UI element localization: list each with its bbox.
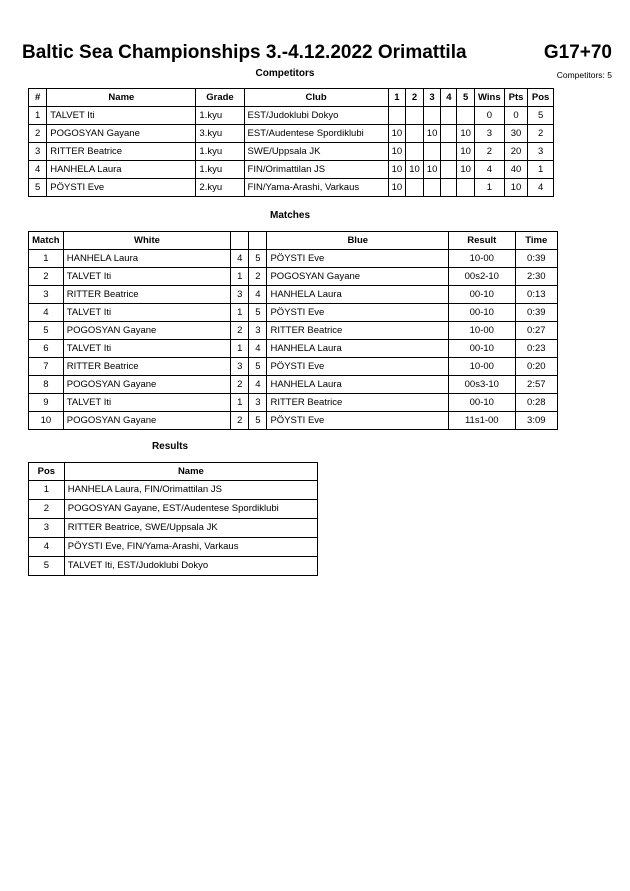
match-blue-name: HANHELA Laura — [267, 286, 449, 304]
match-white-number: 1 — [231, 340, 249, 358]
result-name: HANHELA Laura, FIN/Orimattilan JS — [64, 481, 317, 500]
result-position: 1 — [29, 481, 65, 500]
competitor-round-2 — [406, 125, 424, 143]
table-row — [29, 481, 318, 500]
table-row — [29, 286, 558, 304]
competitor-pts: 10 — [504, 179, 528, 197]
competitors-count: Competitors: 5 — [556, 70, 612, 80]
column-header-round-4: 4 — [441, 89, 457, 107]
competitor-round-3: 10 — [423, 161, 441, 179]
match-number: 2 — [29, 268, 64, 286]
competitor-name: TALVET Iti — [47, 107, 196, 125]
table-row — [29, 268, 558, 286]
column-header-round-3: 3 — [423, 89, 441, 107]
match-blue-name: RITTER Beatrice — [267, 394, 449, 412]
competitor-number: 1 — [29, 107, 47, 125]
table-header-row — [29, 89, 554, 107]
match-result: 00-10 — [449, 340, 516, 358]
competitor-club: FIN/Yama-Arashi, Varkaus — [244, 179, 388, 197]
result-position: 3 — [29, 519, 65, 538]
competitor-grade: 3.kyu — [196, 125, 244, 143]
competitor-round-2 — [406, 107, 424, 125]
column-header-blue: Blue — [267, 232, 449, 250]
match-time: 0:39 — [515, 304, 557, 322]
column-header-pos: Pos — [29, 463, 65, 481]
match-white-name: RITTER Beatrice — [63, 286, 230, 304]
competitor-number: 2 — [29, 125, 47, 143]
match-number: 9 — [29, 394, 64, 412]
competitor-name: RITTER Beatrice — [47, 143, 196, 161]
competitor-name: POGOSYAN Gayane — [47, 125, 196, 143]
match-blue-number: 5 — [249, 358, 267, 376]
table-row — [29, 304, 558, 322]
competitor-round-1: 10 — [388, 143, 406, 161]
match-white-number: 4 — [231, 250, 249, 268]
competitor-round-3 — [423, 107, 441, 125]
competitor-round-5 — [457, 107, 475, 125]
match-blue-number: 2 — [249, 268, 267, 286]
match-blue-name: PÖYSTI Eve — [267, 358, 449, 376]
match-number: 5 — [29, 322, 64, 340]
match-result: 10-00 — [449, 250, 516, 268]
competitor-round-4 — [441, 143, 457, 161]
match-white-name: TALVET Iti — [63, 268, 230, 286]
competitor-round-5: 10 — [457, 161, 475, 179]
competitor-number: 3 — [29, 143, 47, 161]
match-blue-number: 5 — [249, 304, 267, 322]
match-result: 00-10 — [449, 304, 516, 322]
match-blue-number: 4 — [249, 286, 267, 304]
page-title-text: Baltic Sea Championships 3.-4.12.2022 Orimattila — [22, 42, 467, 63]
table-header-row — [29, 232, 558, 250]
competitor-round-5: 10 — [457, 143, 475, 161]
competitor-round-2: 10 — [406, 161, 424, 179]
match-white-number: 1 — [231, 304, 249, 322]
match-white-number: 2 — [231, 322, 249, 340]
column-header-club: Club — [244, 89, 388, 107]
result-name: PÖYSTI Eve, FIN/Yama-Arashi, Varkaus — [64, 538, 317, 557]
column-header-white-number — [231, 232, 249, 250]
column-header-blue-number — [249, 232, 267, 250]
competitor-round-5: 10 — [457, 125, 475, 143]
competitor-round-1: 10 — [388, 125, 406, 143]
competitor-round-1: 10 — [388, 161, 406, 179]
match-result: 00-10 — [449, 394, 516, 412]
table-row — [29, 250, 558, 268]
table-row — [29, 125, 554, 143]
match-time: 3:09 — [515, 412, 557, 430]
column-header-round-5: 5 — [457, 89, 475, 107]
match-blue-name: POGOSYAN Gayane — [267, 268, 449, 286]
match-number: 6 — [29, 340, 64, 358]
competitor-wins: 2 — [474, 143, 504, 161]
competitor-round-4 — [441, 161, 457, 179]
competitor-wins: 4 — [474, 161, 504, 179]
column-header-white: White — [63, 232, 230, 250]
match-blue-number: 4 — [249, 376, 267, 394]
match-result: 00s3-10 — [449, 376, 516, 394]
table-row — [29, 358, 558, 376]
competitors-table — [28, 88, 554, 197]
result-name: TALVET Iti, EST/Judoklubi Dokyo — [64, 557, 317, 576]
match-blue-number: 5 — [249, 250, 267, 268]
competitor-pos: 4 — [528, 179, 554, 197]
match-white-number: 2 — [231, 412, 249, 430]
column-header-round-2: 2 — [406, 89, 424, 107]
match-white-name: POGOSYAN Gayane — [63, 322, 230, 340]
table-row — [29, 500, 318, 519]
match-blue-name: HANHELA Laura — [267, 340, 449, 358]
competitor-wins: 1 — [474, 179, 504, 197]
match-number: 10 — [29, 412, 64, 430]
match-number: 4 — [29, 304, 64, 322]
match-white-number: 3 — [231, 286, 249, 304]
match-white-name: RITTER Beatrice — [63, 358, 230, 376]
match-time: 0:23 — [515, 340, 557, 358]
table-header-row — [29, 463, 318, 481]
results-table — [28, 462, 318, 576]
competitor-round-1 — [388, 107, 406, 125]
column-header-pts: Pts — [504, 89, 528, 107]
column-header-match: Match — [29, 232, 64, 250]
competitor-pts: 20 — [504, 143, 528, 161]
competitor-grade: 1.kyu — [196, 143, 244, 161]
competitor-round-4 — [441, 107, 457, 125]
result-name: RITTER Beatrice, SWE/Uppsala JK — [64, 519, 317, 538]
competitor-round-1: 10 — [388, 179, 406, 197]
competitor-number: 4 — [29, 161, 47, 179]
match-blue-name: PÖYSTI Eve — [267, 250, 449, 268]
match-white-name: TALVET Iti — [63, 304, 230, 322]
competitor-round-5 — [457, 179, 475, 197]
column-header-number: # — [29, 89, 47, 107]
match-white-name: TALVET Iti — [63, 340, 230, 358]
match-time: 0:20 — [515, 358, 557, 376]
competitor-number: 5 — [29, 179, 47, 197]
match-white-name: POGOSYAN Gayane — [63, 376, 230, 394]
table-row — [29, 322, 558, 340]
result-position: 2 — [29, 500, 65, 519]
table-row — [29, 519, 318, 538]
match-blue-name: PÖYSTI Eve — [267, 304, 449, 322]
table-row — [29, 179, 554, 197]
competitor-round-2 — [406, 179, 424, 197]
match-result: 10-00 — [449, 322, 516, 340]
table-row — [29, 376, 558, 394]
match-blue-number: 3 — [249, 322, 267, 340]
competitor-club: EST/Judoklubi Dokyo — [244, 107, 388, 125]
table-row — [29, 161, 554, 179]
competitor-pos: 5 — [528, 107, 554, 125]
column-header-wins: Wins — [474, 89, 504, 107]
match-white-name: POGOSYAN Gayane — [63, 412, 230, 430]
table-row — [29, 394, 558, 412]
match-time: 0:39 — [515, 250, 557, 268]
column-header-result: Result — [449, 232, 516, 250]
match-time: 0:28 — [515, 394, 557, 412]
competitor-round-3 — [423, 143, 441, 161]
match-white-name: HANHELA Laura — [63, 250, 230, 268]
competitor-pos: 2 — [528, 125, 554, 143]
table-row — [29, 143, 554, 161]
competitor-grade: 1.kyu — [196, 161, 244, 179]
table-row — [29, 107, 554, 125]
competitor-wins: 0 — [474, 107, 504, 125]
competitor-pos: 3 — [528, 143, 554, 161]
competitor-club: SWE/Uppsala JK — [244, 143, 388, 161]
match-result: 00-10 — [449, 286, 516, 304]
competitor-round-4 — [441, 179, 457, 197]
competitor-round-2 — [406, 143, 424, 161]
competitor-round-3 — [423, 179, 441, 197]
match-time: 0:27 — [515, 322, 557, 340]
match-white-number: 2 — [231, 376, 249, 394]
column-header-name: Name — [47, 89, 196, 107]
match-time: 0:13 — [515, 286, 557, 304]
match-blue-number: 5 — [249, 412, 267, 430]
match-white-name: TALVET Iti — [63, 394, 230, 412]
match-white-number: 3 — [231, 358, 249, 376]
competitor-name: PÖYSTI Eve — [47, 179, 196, 197]
competitor-name: HANHELA Laura — [47, 161, 196, 179]
competitor-pos: 1 — [528, 161, 554, 179]
competitor-pts: 30 — [504, 125, 528, 143]
match-time: 2:30 — [515, 268, 557, 286]
match-time: 2:57 — [515, 376, 557, 394]
match-blue-name: HANHELA Laura — [267, 376, 449, 394]
competitor-round-3: 10 — [423, 125, 441, 143]
match-white-number: 1 — [231, 268, 249, 286]
match-result: 11s1-00 — [449, 412, 516, 430]
competitor-pts: 40 — [504, 161, 528, 179]
competitor-round-4 — [441, 125, 457, 143]
category-title: G17+70 — [543, 42, 612, 63]
competitor-club: EST/Audentese Spordiklubi — [244, 125, 388, 143]
column-header-pos: Pos — [528, 89, 554, 107]
competitor-grade: 2.kyu — [196, 179, 244, 197]
page-title — [22, 42, 612, 64]
match-blue-number: 3 — [249, 394, 267, 412]
result-position: 4 — [29, 538, 65, 557]
match-result: 00s2-10 — [449, 268, 516, 286]
table-row — [29, 557, 318, 576]
competitor-wins: 3 — [474, 125, 504, 143]
competitor-grade: 1.kyu — [196, 107, 244, 125]
competitor-pts: 0 — [504, 107, 528, 125]
competitors-section-label: Competitors — [255, 68, 315, 79]
table-row — [29, 340, 558, 358]
match-white-number: 1 — [231, 394, 249, 412]
result-name: POGOSYAN Gayane, EST/Audentese Spordiklubi — [64, 500, 317, 519]
column-header-grade: Grade — [196, 89, 244, 107]
match-number: 7 — [29, 358, 64, 376]
match-number: 3 — [29, 286, 64, 304]
table-row — [29, 412, 558, 430]
results-section-label: Results — [151, 441, 189, 452]
match-blue-number: 4 — [249, 340, 267, 358]
column-header-time: Time — [515, 232, 557, 250]
match-blue-name: PÖYSTI Eve — [267, 412, 449, 430]
result-position: 5 — [29, 557, 65, 576]
competitor-club: FIN/Orimattilan JS — [244, 161, 388, 179]
column-header-round-1: 1 — [388, 89, 406, 107]
matches-table — [28, 231, 558, 430]
match-number: 8 — [29, 376, 64, 394]
matches-section-label: Matches — [269, 210, 310, 221]
match-result: 10-00 — [449, 358, 516, 376]
column-header-name: Name — [64, 463, 317, 481]
table-row — [29, 538, 318, 557]
match-blue-name: RITTER Beatrice — [267, 322, 449, 340]
match-number: 1 — [29, 250, 64, 268]
